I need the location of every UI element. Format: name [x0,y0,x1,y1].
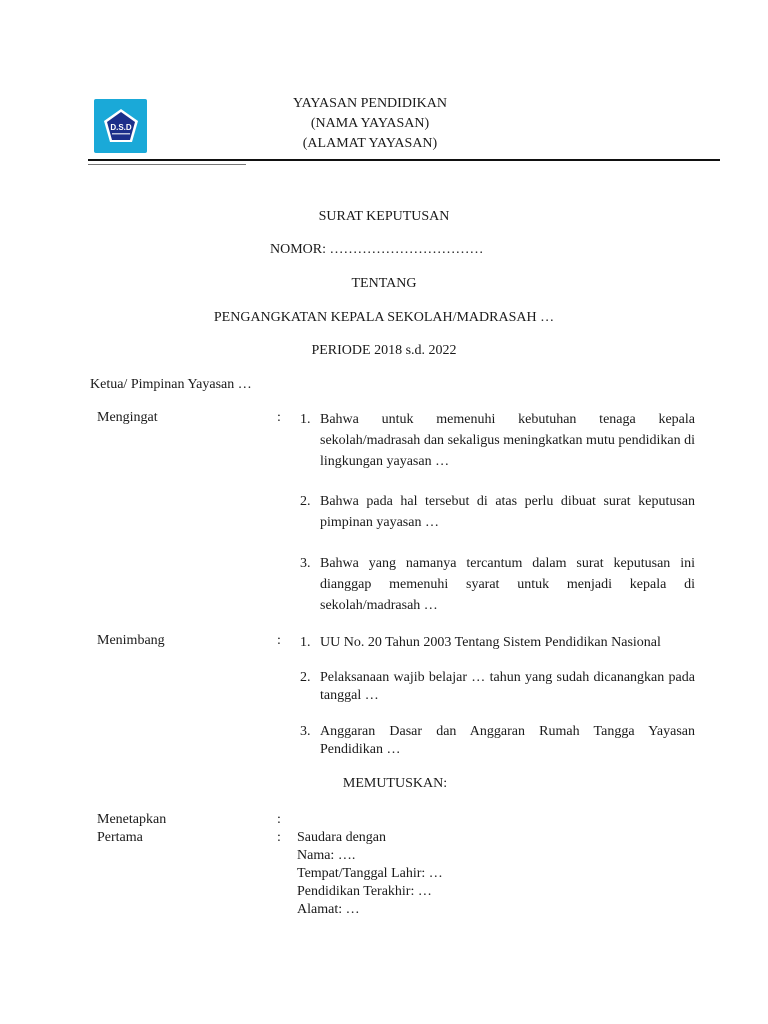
appointee-name: Nama: …. [297,848,356,863]
mengingat-item-1 [300,409,695,472]
header-divider-thin [88,164,246,165]
appointee-address: Alamat: … [297,902,360,917]
list-number: 1. [300,412,311,427]
mengingat-item-3 [300,553,695,616]
pertama-label: Pertama [97,830,143,845]
list-text: Bahwa pada hal tersebut di atas perlu dibuat surat keputusan pimpinan yayasan … [320,494,695,530]
menimbang-colon: : [277,633,281,648]
mengingat-colon: : [277,410,281,425]
header-divider [88,159,720,161]
list-number: 1. [300,635,311,650]
menimbang-item-2 [300,669,695,705]
list-number: 3. [300,724,311,739]
foundation-logo [94,99,147,153]
document-subject: PENGANGKATAN KEPALA SEKOLAH/MADRASAH … [213,310,555,325]
appointee-details [297,829,443,919]
menimbang-label: Menimbang [97,633,165,648]
menimbang-item-1 [300,632,695,653]
list-number: 2. [300,670,311,685]
document-title: SURAT KEPUTUSAN [318,209,450,224]
mengingat-label: Mengingat [97,410,158,425]
foundation-address: (ALAMAT YAYASAN) [302,136,438,151]
list-number: 3. [300,556,311,571]
foundation-name: (NAMA YAYASAN) [310,116,430,131]
list-text: Bahwa yang namanya tercantum dalam surat keputusan ini dianggap memenuhi syarat untuk menjadi kepala di sekolah/madrasah … [320,556,695,613]
appointee-birth: Tempat/Tanggal Lahir: … [297,866,443,881]
list-text: Anggaran Dasar dan Anggaran Rumah Tangga Yayasan Pendidikan … [320,724,695,757]
list-number: 2. [300,494,311,509]
logo-text: D.S.D [109,123,132,132]
document-number: NOMOR: …………………………… [270,242,484,257]
menimbang-item-3 [300,723,695,759]
pertama-colon: : [277,830,281,845]
mengingat-item-2 [300,491,695,533]
list-text: UU No. 20 Tahun 2003 Tentang Sistem Pendidikan Nasional [320,635,661,650]
list-text: Pelaksanaan wajib belajar … tahun yang sudah dicanangkan pada tanggal … [320,670,695,703]
document-period: PERIODE 2018 s.d. 2022 [311,343,457,358]
foundation-type: YAYASAN PENDIDIKAN [293,96,447,111]
menetapkan-colon: : [277,812,281,827]
letterhead [150,94,590,154]
document-about: TENTANG [351,276,417,291]
decision-heading: MEMUTUSKAN: [342,776,448,791]
pentagon-logo-icon [101,106,141,146]
appointee-education: Pendidikan Terakhir: … [297,884,432,899]
appointee-intro: Saudara dengan [297,830,387,845]
menetapkan-label: Menetapkan [97,812,167,827]
list-text: Bahwa untuk memenuhi kebutuhan tenaga kepala sekolah/madrasah dan sekaligus meningkatkan mutu pendidikan di lingkungan yayasan … [320,412,695,469]
issuer-line: Ketua/ Pimpinan Yayasan … [90,377,252,392]
